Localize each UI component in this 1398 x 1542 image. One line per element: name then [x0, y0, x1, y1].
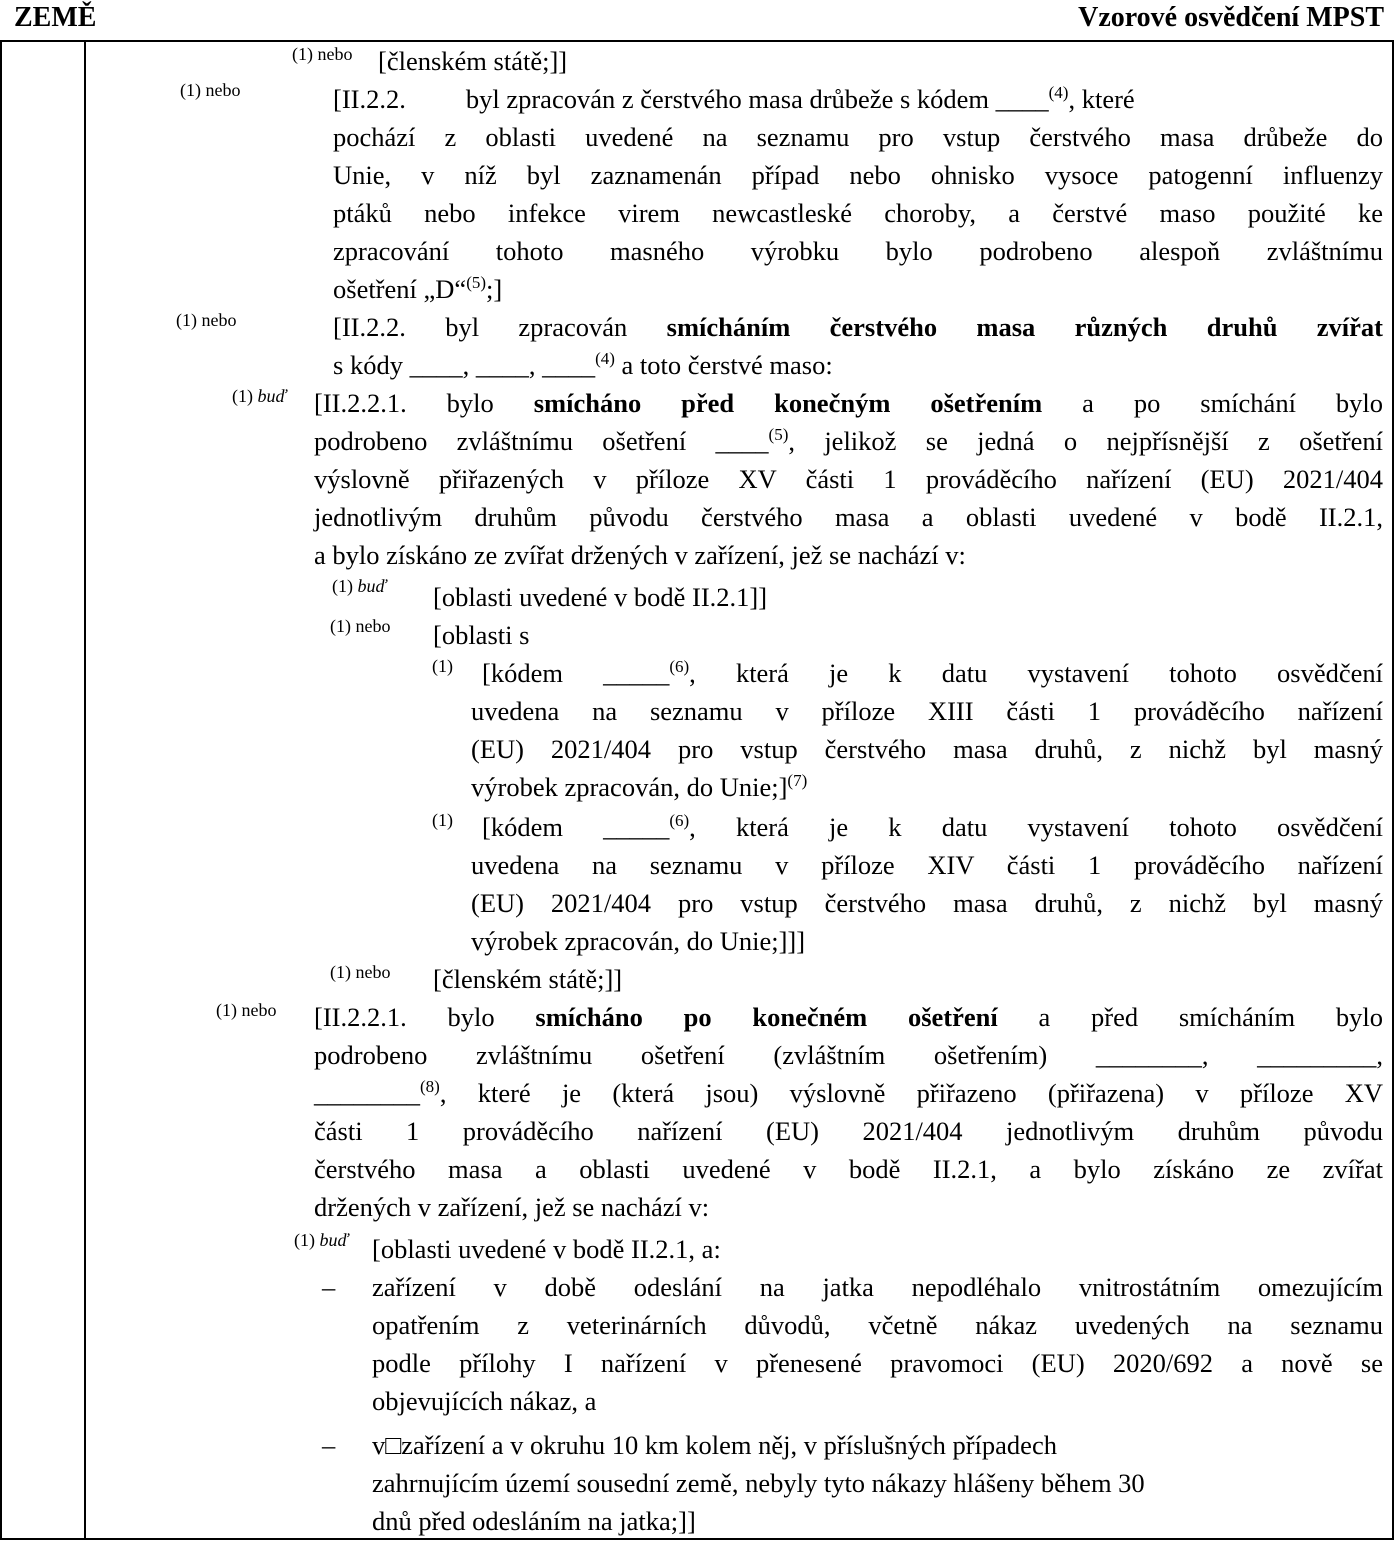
- option-marker: (1) nebo: [330, 962, 391, 982]
- list-item-text: opatřením z veterinárních důvodů, včetně nákaz uvedených na seznamu: [372, 1310, 1383, 1340]
- option-marker: (1) buď: [294, 1230, 349, 1250]
- text-line: [členském státě;]]: [433, 964, 623, 994]
- text-line: Unie, v níž byl zaznamenán případ nebo ohnisko vysoce patogenní influenzy: [333, 160, 1383, 190]
- text-line: [oblasti uvedené v bodě II.2.1, a:: [372, 1234, 721, 1264]
- header-country: ZEMĚ: [14, 2, 97, 33]
- list-dash: –: [322, 1430, 336, 1460]
- option-marker: (1) nebo: [180, 80, 241, 100]
- header-certificate-title: Vzorové osvědčení MPST: [1078, 2, 1384, 33]
- text-line: čerstvého masa a oblasti uvedené v bodě II.2.1, a bylo získáno ze zvířat: [314, 1154, 1383, 1184]
- list-item-text: zahrnujícím území sousední země, nebyly tyto nákazy hlášeny během 30: [372, 1468, 1145, 1498]
- text-line: podrobeno zvláštnímu ošetření ____$^{(5)}$, jelikož se jedná o nejpřísnější z ošetření: [314, 425, 1383, 456]
- text-line: [II.2.2.1. bylo smícháno před konečným ošetřením a po smíchání bylo: [314, 388, 1383, 418]
- option-marker: (1): [432, 810, 453, 830]
- text-line: [II.2.2.1. bylo smícháno po konečném ošetření a před smícháním bylo: [314, 1002, 1384, 1032]
- text-line: uvedena na seznamu v příloze XIV části 1 prováděcího nařízení: [471, 850, 1383, 880]
- page-header: [0, 0, 1398, 40]
- text-line: výrobek zpracován, do Unie;]]]: [471, 926, 806, 956]
- text-line: ptáků nebo infekce virem newcastleské choroby, a čerstvé maso použité ke: [333, 198, 1383, 228]
- option-marker: (1) nebo: [216, 1000, 277, 1020]
- option-marker: (1) nebo: [176, 310, 237, 330]
- text-line: pochází z oblasti uvedené na seznamu pro vstup čerstvého masa drůbeže do: [333, 122, 1383, 152]
- list-item-text: zařízení v době odeslání na jatka nepodléhalo vnitrostátním omezujícím: [372, 1272, 1383, 1302]
- text-line: [oblasti uvedené v bodě II.2.1]]: [433, 582, 768, 612]
- text-line: ošetření „D“$^{(5)}$;]: [333, 273, 503, 304]
- text-line: držených v zařízení, jež se nachází v:: [314, 1192, 710, 1222]
- list-item-text: objevujících nákaz, a: [372, 1386, 597, 1416]
- text-line: [členském státě;]]: [378, 46, 568, 76]
- text-line: části 1 prováděcího nařízení (EU) 2021/404 jednotlivým druhům původu: [314, 1116, 1383, 1146]
- text-line: [II.2.2. byl zpracován z čerstvého masa drůbeže s kódem ____$^{(4)}$, které: [333, 83, 1135, 114]
- list-dash: –: [322, 1272, 336, 1302]
- text-line: podrobeno zvláštnímu ošetření (zvláštním ošetřením) ________, _________,: [314, 1040, 1383, 1070]
- text-line: [kódem _____$^{(6)}$, která je k datu vystavení tohoto osvědčení: [482, 811, 1383, 842]
- column-divider: [84, 42, 86, 1538]
- option-marker: (1) nebo: [292, 44, 353, 64]
- list-item-text: dnů před odesláním na jatka;]]: [372, 1506, 696, 1536]
- list-item-text: podle přílohy I nařízení v přenesené pravomoci (EU) 2020/692 a nově se: [372, 1348, 1383, 1378]
- text-line: [kódem _____$^{(6)}$, která je k datu vystavení tohoto osvědčení: [482, 657, 1383, 688]
- option-marker: (1) buď: [332, 576, 387, 596]
- text-line: [oblasti s: [433, 620, 530, 650]
- text-line: s kódy ____, ____, ____$^{(4)}$ a toto čerstvé maso:: [333, 349, 833, 380]
- text-line: výslovně přiřazených v příloze XV části 1 prováděcího nařízení (EU) 2021/404: [314, 464, 1383, 494]
- text-line: [II.2.2. byl zpracován smícháním čerstvého masa různých druhů zvířat: [333, 312, 1383, 342]
- text-line: jednotlivým druhům původu čerstvého masa a oblasti uvedené v bodě II.2.1,: [314, 502, 1383, 532]
- text-line: ________$^{(8)}$, které je (která jsou) výslovně přiřazeno (přiřazena) v příloze XV: [314, 1077, 1383, 1108]
- text-line: zpracování tohoto masného výrobku bylo podrobeno alespoň zvláštnímu: [333, 236, 1383, 266]
- option-marker: (1) nebo: [330, 616, 391, 636]
- text-line: a bylo získáno ze zvířat držených v zařízení, jež se nachází v:: [314, 540, 966, 570]
- option-marker: (1): [432, 656, 453, 676]
- option-marker: (1) buď: [232, 386, 287, 406]
- text-line: (EU) 2021/404 pro vstup čerstvého masa druhů, z nichž byl masný: [471, 734, 1383, 764]
- text-line: uvedena na seznamu v příloze XIII části 1 prováděcího nařízení: [471, 696, 1383, 726]
- list-item-text: v□zařízení a v okruhu 10 km kolem něj, v příslušných případech: [372, 1430, 1057, 1460]
- text-line: výrobek zpracován, do Unie;]$^{(7)}$: [471, 771, 808, 802]
- text-line: (EU) 2021/404 pro vstup čerstvého masa druhů, z nichž byl masný: [471, 888, 1383, 918]
